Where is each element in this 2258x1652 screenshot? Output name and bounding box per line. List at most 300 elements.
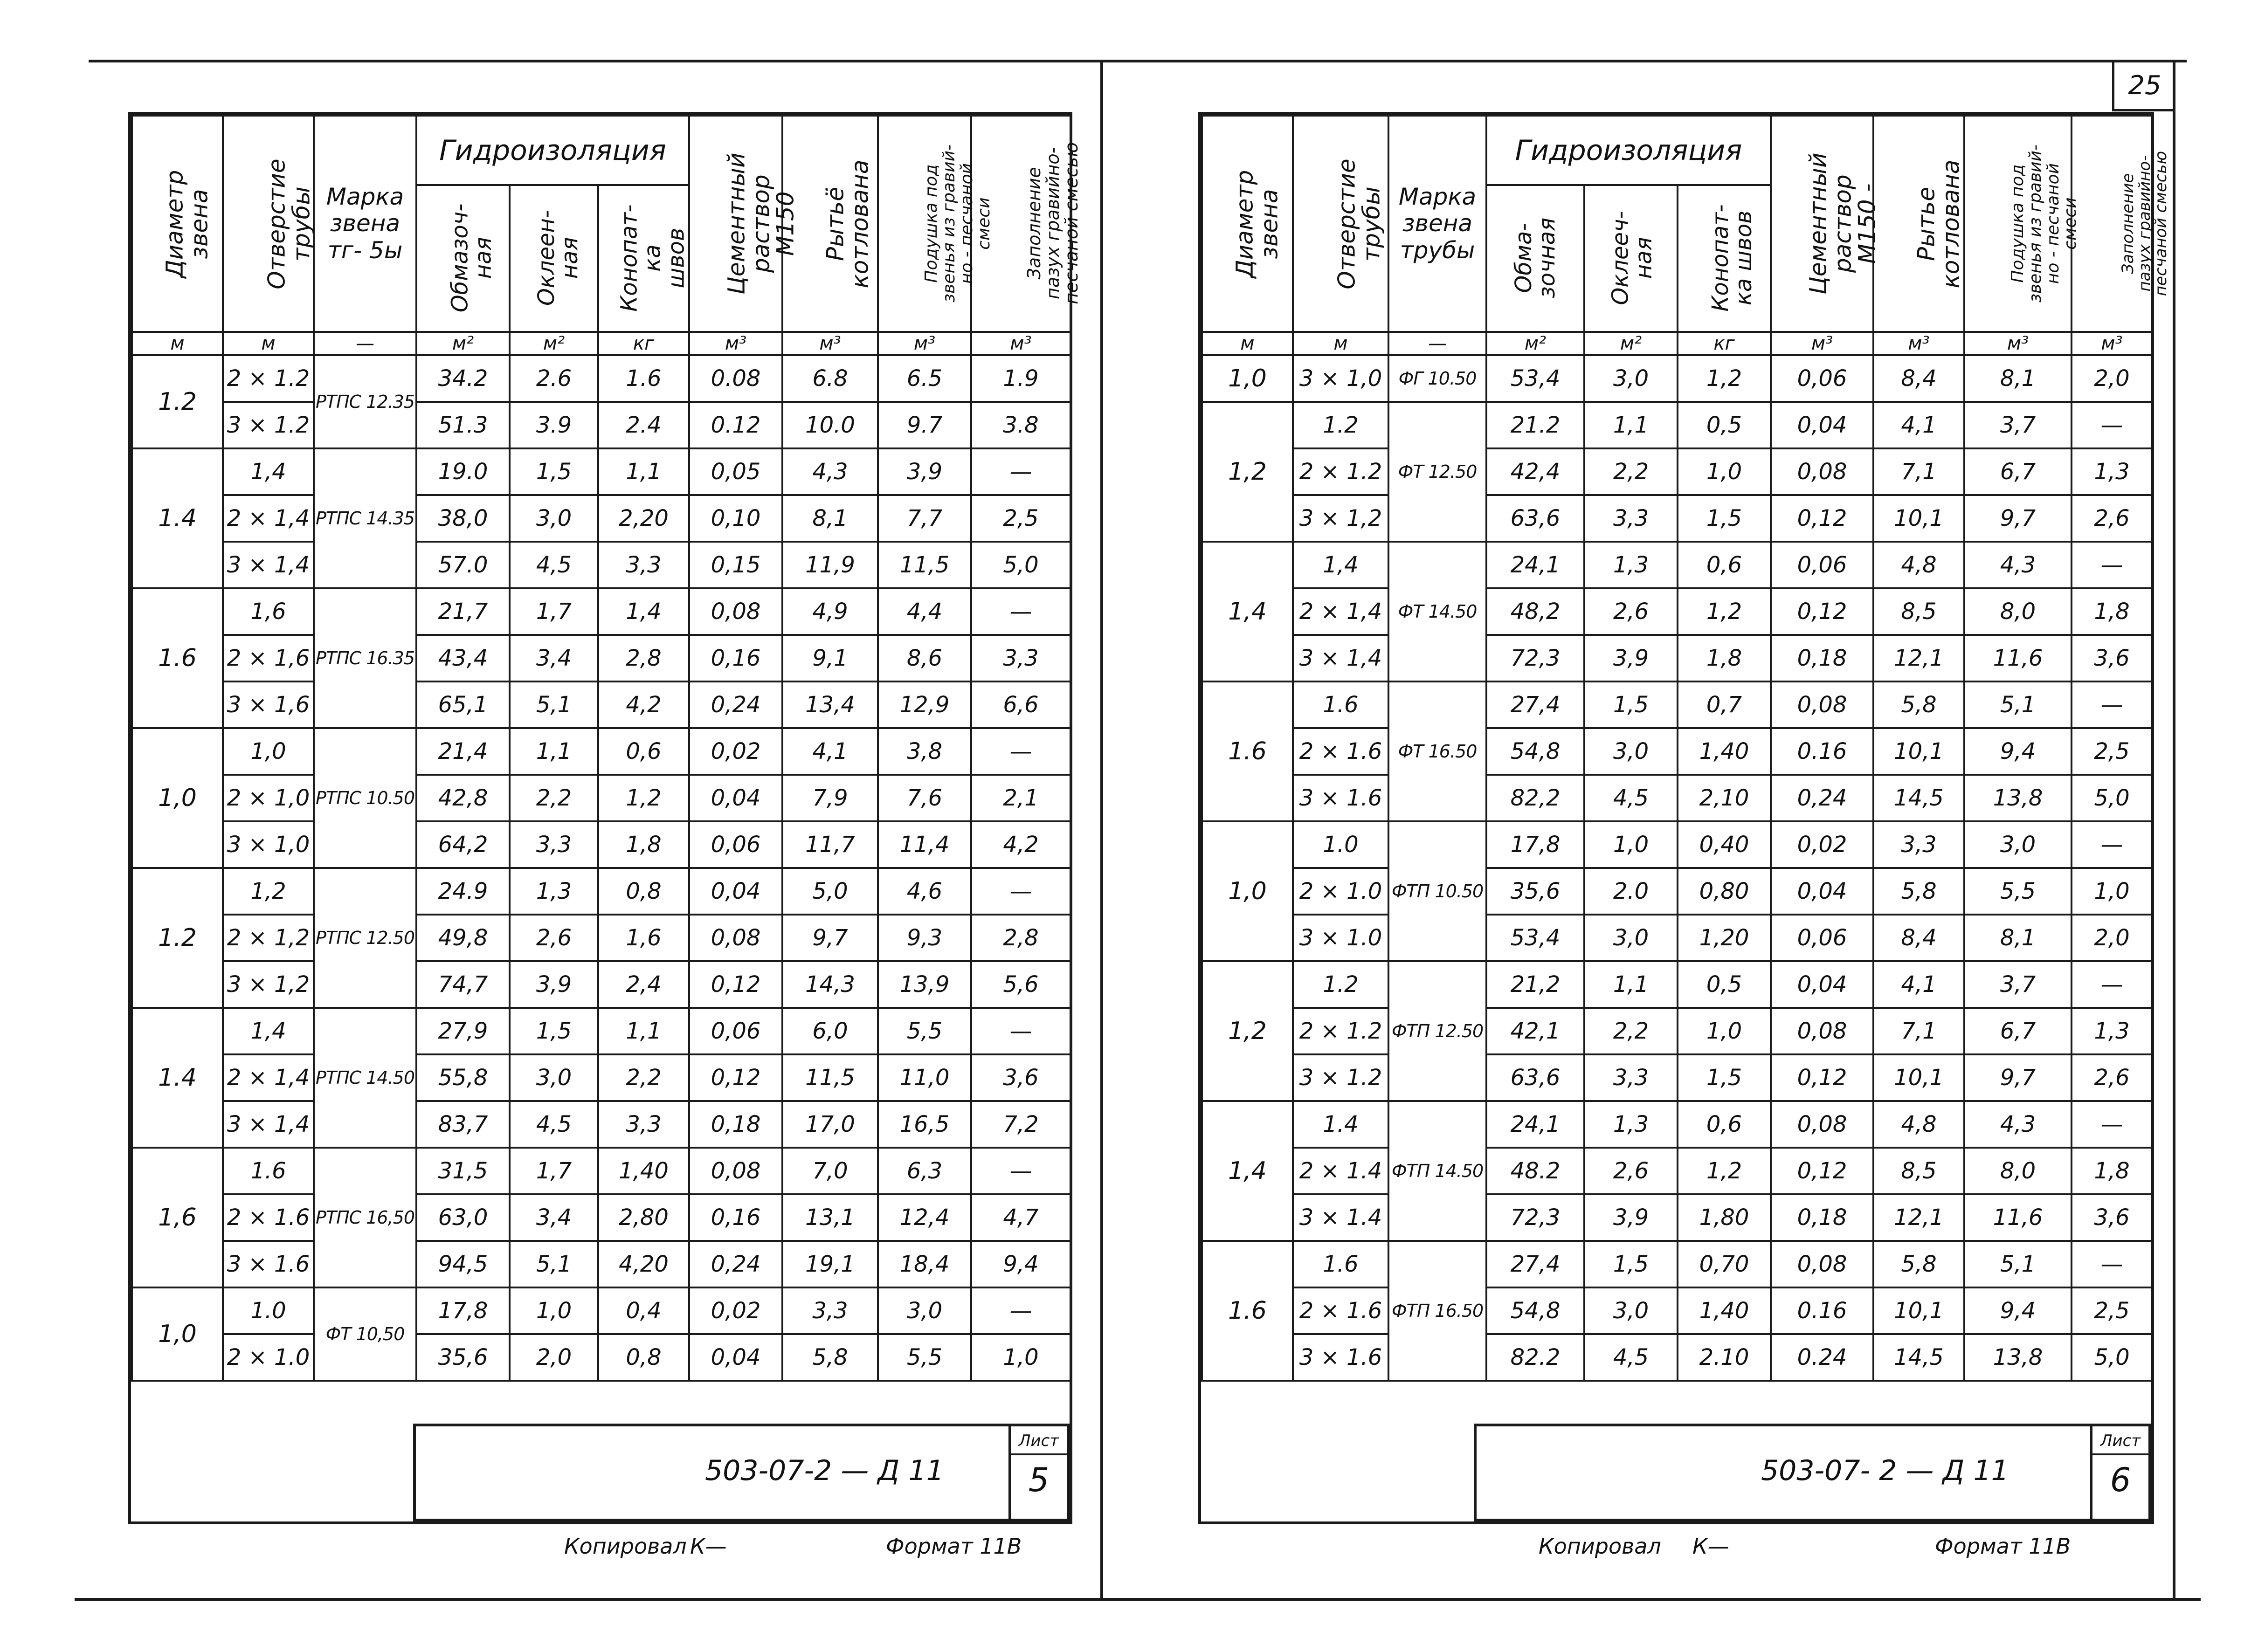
- mark-cell: РТПС 12.35: [314, 355, 416, 448]
- digging-cell: 7,1: [1873, 448, 1964, 495]
- diameter-cell: 1.6: [1202, 1241, 1293, 1381]
- bedding-cell: 9,7: [1964, 495, 2072, 542]
- pasting-cell: 2,2: [510, 775, 598, 821]
- table-row: [132, 355, 1070, 402]
- filling-cell: 3,6: [2072, 635, 2152, 681]
- pasting-cell: 1,0: [1584, 821, 1678, 868]
- pasting-cell: 4,5: [1584, 775, 1678, 821]
- caulking-cell: 0,8: [598, 868, 689, 915]
- cement-cell: 0.12: [689, 402, 782, 448]
- filling-cell: 5,0: [971, 542, 1070, 588]
- coating-cell: 24.9: [416, 868, 510, 915]
- pasting-cell: 3,9: [510, 961, 598, 1008]
- caulking-cell: 1,2: [1678, 355, 1771, 402]
- hdr-caulking: Конопат- ка швов: [1678, 185, 1771, 332]
- caulking-cell: 4,20: [598, 1241, 689, 1287]
- filling-cell: 3.8: [971, 402, 1070, 448]
- bedding-cell: 5,5: [878, 1334, 971, 1381]
- table-row: [132, 961, 1070, 1008]
- opening-cell: 2 × 1.2: [1293, 448, 1388, 495]
- table-row: [1202, 1054, 2152, 1101]
- cement-cell: 0,04: [689, 868, 782, 915]
- pasting-cell: 1,0: [510, 1287, 598, 1334]
- digging-cell: 3,3: [1873, 821, 1964, 868]
- diameter-cell: 1,0: [1202, 821, 1293, 961]
- left-copied: Копировал: [564, 1534, 687, 1559]
- mark-cell: РТПС 10.50: [314, 728, 416, 868]
- digging-cell: 13,4: [782, 681, 878, 728]
- coating-cell: 49,8: [416, 915, 510, 961]
- cement-cell: 0,12: [1771, 1148, 1873, 1194]
- coating-cell: 72,3: [1486, 1194, 1584, 1241]
- filling-cell: —: [2072, 1241, 2152, 1287]
- caulking-cell: 2.10: [1678, 1334, 1771, 1381]
- caulking-cell: 1,1: [598, 1008, 689, 1054]
- coating-cell: 43,4: [416, 635, 510, 681]
- caulking-cell: 1,5: [1678, 495, 1771, 542]
- caulking-cell: 2,20: [598, 495, 689, 542]
- unit-caulking: кг: [598, 332, 689, 355]
- bedding-cell: 8,0: [1964, 588, 2072, 635]
- bedding-cell: 11,5: [878, 542, 971, 588]
- unit-digging: м³: [782, 332, 878, 355]
- bedding-cell: 18,4: [878, 1241, 971, 1287]
- diameter-cell: 1,2: [1202, 402, 1293, 542]
- caulking-cell: 0,5: [1678, 402, 1771, 448]
- filling-cell: 5,0: [2072, 775, 2152, 821]
- filling-cell: —: [971, 588, 1070, 635]
- opening-cell: 2 × 1.4: [1293, 1148, 1388, 1194]
- filling-cell: —: [2072, 681, 2152, 728]
- opening-cell: 2 × 1.0: [223, 1334, 314, 1381]
- hdr-digging: Рытьё котлована: [782, 116, 878, 332]
- opening-cell: 3 × 1.6: [1293, 1334, 1388, 1381]
- sheet-box: [2090, 1426, 2148, 1519]
- caulking-cell: 1,8: [598, 821, 689, 868]
- diameter-cell: 1.6: [1202, 681, 1293, 821]
- digging-cell: 5,8: [1873, 681, 1964, 728]
- digging-cell: 10,1: [1873, 495, 1964, 542]
- unit-dia: м: [1202, 332, 1293, 355]
- caulking-cell: 0,6: [1678, 1101, 1771, 1148]
- coating-cell: 38,0: [416, 495, 510, 542]
- caulking-cell: 1,4: [598, 588, 689, 635]
- coating-cell: 51.3: [416, 402, 510, 448]
- hdr-pasting: Оклеен- ная: [510, 185, 598, 332]
- coating-cell: 74,7: [416, 961, 510, 1008]
- cement-cell: 0,08: [689, 1148, 782, 1194]
- table-row: [132, 1194, 1070, 1241]
- opening-cell: 1.6: [1293, 681, 1388, 728]
- cement-cell: 0.24: [1771, 1334, 1873, 1381]
- pasting-cell: 3,0: [1584, 1287, 1678, 1334]
- diameter-cell: 1,0: [132, 1287, 223, 1381]
- opening-cell: 1.0: [1293, 821, 1388, 868]
- bedding-cell: 8,0: [1964, 1148, 2072, 1194]
- filling-cell: —: [2072, 542, 2152, 588]
- cement-cell: 0,16: [689, 635, 782, 681]
- table-row: [1202, 775, 2152, 821]
- bedding-cell: 5,5: [878, 1008, 971, 1054]
- digging-cell: 8,5: [1873, 588, 1964, 635]
- bedding-cell: 9.7: [878, 402, 971, 448]
- opening-cell: 1.2: [1293, 402, 1388, 448]
- hdr-waterproofing: Гидроизоляция: [1486, 116, 1771, 185]
- table-row: [1202, 355, 2152, 402]
- right-format: Формат 11В: [1935, 1534, 2071, 1559]
- unit-opening: м: [1293, 332, 1388, 355]
- cement-cell: 0,24: [689, 1241, 782, 1287]
- table-row: [1202, 1194, 2152, 1241]
- opening-cell: 1,0: [223, 728, 314, 775]
- right-edge: [2173, 60, 2175, 1598]
- coating-cell: 94,5: [416, 1241, 510, 1287]
- mark-cell: ФТ 10,50: [314, 1287, 416, 1381]
- bedding-cell: 16,5: [878, 1101, 971, 1148]
- caulking-cell: 0,70: [1678, 1241, 1771, 1287]
- table-row: [1202, 821, 2152, 868]
- coating-cell: 54,8: [1486, 728, 1584, 775]
- caulking-cell: 1,0: [1678, 448, 1771, 495]
- bedding-cell: 11,6: [1964, 635, 2072, 681]
- bedding-cell: 6,3: [878, 1148, 971, 1194]
- opening-cell: 3 × 1,4: [1293, 635, 1388, 681]
- pasting-cell: 3,3: [510, 821, 598, 868]
- hdr-bedding: Подушка под звенья из гравий- но - песчаной смеси: [878, 116, 971, 332]
- filling-cell: 2,0: [2072, 355, 2152, 402]
- opening-cell: 1.6: [1293, 1241, 1388, 1287]
- bedding-cell: 13,8: [1964, 775, 2072, 821]
- cement-cell: 0,04: [689, 775, 782, 821]
- unit-mark: —: [1388, 332, 1486, 355]
- bedding-cell: 11,6: [1964, 1194, 2072, 1241]
- unit-caulking: кг: [1678, 332, 1771, 355]
- caulking-cell: 3,3: [598, 1101, 689, 1148]
- digging-cell: 19,1: [782, 1241, 878, 1287]
- filling-cell: 1.9: [971, 355, 1070, 402]
- table-row: [1202, 495, 2152, 542]
- opening-cell: 3 × 1,2: [223, 961, 314, 1008]
- mark-cell: ФТП 14.50: [1388, 1101, 1486, 1241]
- table-row: [132, 1101, 1070, 1148]
- caulking-cell: 1.6: [598, 355, 689, 402]
- coating-cell: 34.2: [416, 355, 510, 402]
- digging-cell: 4,9: [782, 588, 878, 635]
- table-row: [1202, 961, 2152, 1008]
- coating-cell: 57.0: [416, 542, 510, 588]
- center-fold: [1100, 60, 1103, 1598]
- unit-bedding: м³: [878, 332, 971, 355]
- mark-cell: ФТП 12.50: [1388, 961, 1486, 1101]
- opening-cell: 1.0: [223, 1287, 314, 1334]
- coating-cell: 63,0: [416, 1194, 510, 1241]
- pasting-cell: 1,5: [510, 448, 598, 495]
- filling-cell: —: [971, 1148, 1070, 1194]
- coating-cell: 17,8: [416, 1287, 510, 1334]
- coating-cell: 24,1: [1486, 542, 1584, 588]
- bedding-cell: 4,4: [878, 588, 971, 635]
- pasting-cell: 3,0: [510, 495, 598, 542]
- right-copied: Копировал: [1539, 1534, 1661, 1559]
- caulking-cell: 1,20: [1678, 915, 1771, 961]
- opening-cell: 3 × 1,4: [223, 1101, 314, 1148]
- coating-cell: 42,4: [1486, 448, 1584, 495]
- coating-cell: 35,6: [416, 1334, 510, 1381]
- table-row: [1202, 588, 2152, 635]
- digging-cell: 11,5: [782, 1054, 878, 1101]
- caulking-cell: 1,2: [598, 775, 689, 821]
- filling-cell: 2,8: [971, 915, 1070, 961]
- drawing-code: 503-07-2 — Д 11: [705, 1454, 944, 1487]
- unit-bedding: м³: [1964, 332, 2072, 355]
- coating-cell: 54,8: [1486, 1287, 1584, 1334]
- coating-cell: 42,1: [1486, 1008, 1584, 1054]
- unit-pasting: м²: [1584, 332, 1678, 355]
- pasting-cell: 1,5: [1584, 1241, 1678, 1287]
- unit-coating: м²: [1486, 332, 1584, 355]
- left-format: Формат 11В: [886, 1534, 1022, 1559]
- filling-cell: 1,8: [2072, 1148, 2152, 1194]
- bedding-cell: 7,7: [878, 495, 971, 542]
- digging-cell: 11,9: [782, 542, 878, 588]
- bedding-cell: 9,3: [878, 915, 971, 961]
- filling-cell: —: [2072, 961, 2152, 1008]
- filling-cell: 3,3: [971, 635, 1070, 681]
- opening-cell: 1,2: [223, 868, 314, 915]
- filling-cell: 6,6: [971, 681, 1070, 728]
- hdr-opening: Отверстие трубы: [1293, 116, 1388, 332]
- caulking-cell: 0,8: [598, 1334, 689, 1381]
- diameter-cell: 1,0: [1202, 355, 1293, 402]
- coating-cell: 35,6: [1486, 868, 1584, 915]
- mark-cell: ФТП 10.50: [1388, 821, 1486, 961]
- bedding-cell: 9,7: [1964, 1054, 2072, 1101]
- caulking-cell: 1,40: [1678, 728, 1771, 775]
- opening-cell: 3 × 1,6: [223, 681, 314, 728]
- pasting-cell: 1,7: [510, 1148, 598, 1194]
- filling-cell: 2,5: [2072, 1287, 2152, 1334]
- cement-cell: 0.08: [689, 355, 782, 402]
- filling-cell: 1,0: [971, 1334, 1070, 1381]
- filling-cell: 1,0: [2072, 868, 2152, 915]
- drawing-code: 503-07- 2 — Д 11: [1761, 1454, 2009, 1487]
- hdr-diameter: Диаметр звена: [132, 116, 223, 332]
- bedding-cell: 3,9: [878, 448, 971, 495]
- cement-cell: 0,02: [689, 1287, 782, 1334]
- bedding-cell: 8,6: [878, 635, 971, 681]
- bedding-cell: 4,3: [1964, 542, 2072, 588]
- caulking-cell: 2,4: [598, 961, 689, 1008]
- pasting-cell: 3,4: [510, 1194, 598, 1241]
- table-row: [132, 1287, 1070, 1334]
- cement-cell: 0,08: [1771, 1241, 1873, 1287]
- caulking-cell: 1,2: [1678, 1148, 1771, 1194]
- cement-cell: 0.16: [1771, 728, 1873, 775]
- pasting-cell: 2,6: [510, 915, 598, 961]
- top-rule: [89, 60, 2187, 62]
- filling-cell: 2,6: [2072, 495, 2152, 542]
- pasting-cell: 2,2: [1584, 448, 1678, 495]
- cement-cell: 0,12: [689, 961, 782, 1008]
- table-row: [1202, 1008, 2152, 1054]
- caulking-cell: 2,80: [598, 1194, 689, 1241]
- coating-cell: 53,4: [1486, 915, 1584, 961]
- caulking-cell: 1,8: [1678, 635, 1771, 681]
- diameter-cell: 1,6: [132, 1148, 223, 1287]
- sheet-label: Лист: [1011, 1428, 1067, 1455]
- digging-cell: 7,1: [1873, 1008, 1964, 1054]
- coating-cell: 82.2: [1486, 1334, 1584, 1381]
- filling-cell: 7,2: [971, 1101, 1070, 1148]
- opening-cell: 2 × 1,6: [223, 635, 314, 681]
- pasting-cell: 3,9: [1584, 1194, 1678, 1241]
- filling-cell: —: [971, 448, 1070, 495]
- pasting-cell: 2,6: [1584, 588, 1678, 635]
- bedding-cell: 11,0: [878, 1054, 971, 1101]
- digging-cell: 8,4: [1873, 915, 1964, 961]
- unit-cement: м³: [1771, 332, 1873, 355]
- cement-cell: 0,02: [1771, 821, 1873, 868]
- hdr-coating: Обма- зочная: [1486, 185, 1584, 332]
- coating-cell: 42,8: [416, 775, 510, 821]
- filling-cell: 3,6: [2072, 1194, 2152, 1241]
- cement-cell: 0,04: [689, 1334, 782, 1381]
- caulking-cell: 2.4: [598, 402, 689, 448]
- caulking-cell: 0,5: [1678, 961, 1771, 1008]
- filling-cell: —: [2072, 1101, 2152, 1148]
- cement-cell: 0,10: [689, 495, 782, 542]
- pasting-cell: 1,5: [1584, 681, 1678, 728]
- table-row: [132, 1334, 1070, 1381]
- left-copied-sign: К—: [690, 1534, 727, 1559]
- bedding-cell: 5,5: [1964, 868, 2072, 915]
- cement-cell: 0,06: [1771, 915, 1873, 961]
- table-row: [132, 542, 1070, 588]
- bedding-cell: 13,8: [1964, 1334, 2072, 1381]
- unit-filling: м³: [2072, 332, 2152, 355]
- hdr-pasting: Оклееч- ная: [1584, 185, 1678, 332]
- digging-cell: 13,1: [782, 1194, 878, 1241]
- table-row: [132, 868, 1070, 915]
- hdr-diameter: Диаметр звена: [1202, 116, 1293, 332]
- right-copied-sign: К—: [1692, 1534, 1729, 1559]
- filling-cell: 9,4: [971, 1241, 1070, 1287]
- digging-cell: 11,7: [782, 821, 878, 868]
- digging-cell: 17,0: [782, 1101, 878, 1148]
- table-row: [1202, 635, 2152, 681]
- cement-cell: 0,06: [1771, 542, 1873, 588]
- coating-cell: 83,7: [416, 1101, 510, 1148]
- cement-cell: 0,08: [1771, 681, 1873, 728]
- cement-cell: 0,12: [1771, 1054, 1873, 1101]
- table-row: [1202, 542, 2152, 588]
- table-row: [132, 681, 1070, 728]
- pasting-cell: 1,1: [1584, 961, 1678, 1008]
- caulking-cell: 1,40: [1678, 1287, 1771, 1334]
- table-row: [132, 821, 1070, 868]
- opening-cell: 1,6: [223, 588, 314, 635]
- mark-cell: РТПС 14.35: [314, 448, 416, 588]
- filling-cell: 5,0: [2072, 1334, 2152, 1381]
- right-table-body: [1202, 355, 2152, 1381]
- bottom-rule: [75, 1598, 2201, 1601]
- left-table: [131, 115, 1082, 1382]
- diameter-cell: 1,4: [1202, 542, 1293, 681]
- filling-cell: 2,0: [2072, 915, 2152, 961]
- hdr-bedding: Подушка под звенья из гравий- но - песчаной смеси: [1964, 116, 2072, 332]
- pasting-cell: 3,9: [1584, 635, 1678, 681]
- bedding-cell: 9,4: [1964, 1287, 2072, 1334]
- opening-cell: 2 × 1.2: [1293, 1008, 1388, 1054]
- pasting-cell: 4,5: [510, 1101, 598, 1148]
- opening-cell: 3 × 1.6: [223, 1241, 314, 1287]
- digging-cell: 12,1: [1873, 635, 1964, 681]
- mark-cell: ФТ 12.50: [1388, 402, 1486, 542]
- bedding-cell: 6,7: [1964, 1008, 2072, 1054]
- mark-cell: ФГ 10.50: [1388, 355, 1486, 402]
- diameter-cell: 1.4: [132, 448, 223, 588]
- table-row: [1202, 1148, 2152, 1194]
- caulking-cell: 1,5: [1678, 1054, 1771, 1101]
- coating-cell: 48,2: [1486, 588, 1584, 635]
- right-table: [1201, 115, 2171, 1382]
- diameter-cell: 1.2: [132, 868, 223, 1008]
- table-row: [1202, 681, 2152, 728]
- filling-cell: —: [2072, 402, 2152, 448]
- cement-cell: 0,12: [689, 1054, 782, 1101]
- table-row: [1202, 1101, 2152, 1148]
- digging-cell: 14,5: [1873, 775, 1964, 821]
- mark-cell: ФТП 16.50: [1388, 1241, 1486, 1381]
- coating-cell: 19.0: [416, 448, 510, 495]
- coating-cell: 65,1: [416, 681, 510, 728]
- opening-cell: 1.2: [1293, 961, 1388, 1008]
- left-table-body: [132, 355, 1070, 1381]
- caulking-cell: 0,40: [1678, 821, 1771, 868]
- coating-cell: 27,4: [1486, 681, 1584, 728]
- table-row: [1202, 1287, 2152, 1334]
- opening-cell: 1,4: [1293, 542, 1388, 588]
- hdr-filling: Заполнение пазух гравийно- песчаной смесью: [971, 116, 1070, 332]
- filling-cell: —: [971, 1008, 1070, 1054]
- cement-cell: 0,08: [1771, 1101, 1873, 1148]
- coating-cell: 31,5: [416, 1148, 510, 1194]
- filling-cell: —: [971, 868, 1070, 915]
- table-row: [132, 1241, 1070, 1287]
- table-row: [1202, 868, 2152, 915]
- digging-cell: 7,9: [782, 775, 878, 821]
- pasting-cell: 2,2: [1584, 1008, 1678, 1054]
- filling-cell: 1,3: [2072, 448, 2152, 495]
- cement-cell: 0,04: [1771, 402, 1873, 448]
- unit-opening: м: [223, 332, 314, 355]
- digging-cell: 3,3: [782, 1287, 878, 1334]
- pasting-cell: 1,5: [510, 1008, 598, 1054]
- coating-cell: 64,2: [416, 821, 510, 868]
- caulking-cell: 0,7: [1678, 681, 1771, 728]
- bedding-cell: 7,6: [878, 775, 971, 821]
- diameter-cell: 1,4: [1202, 1101, 1293, 1241]
- bedding-cell: 5,1: [1964, 1241, 2072, 1287]
- opening-cell: 2 × 1,0: [223, 775, 314, 821]
- cement-cell: 0,05: [689, 448, 782, 495]
- pasting-cell: 3,3: [1584, 495, 1678, 542]
- pasting-cell: 1,1: [1584, 402, 1678, 448]
- left-sheet: [128, 112, 1082, 1524]
- digging-cell: 14,5: [1873, 1334, 1964, 1381]
- cement-cell: 0,08: [1771, 1008, 1873, 1054]
- opening-cell: 2 × 1,4: [223, 495, 314, 542]
